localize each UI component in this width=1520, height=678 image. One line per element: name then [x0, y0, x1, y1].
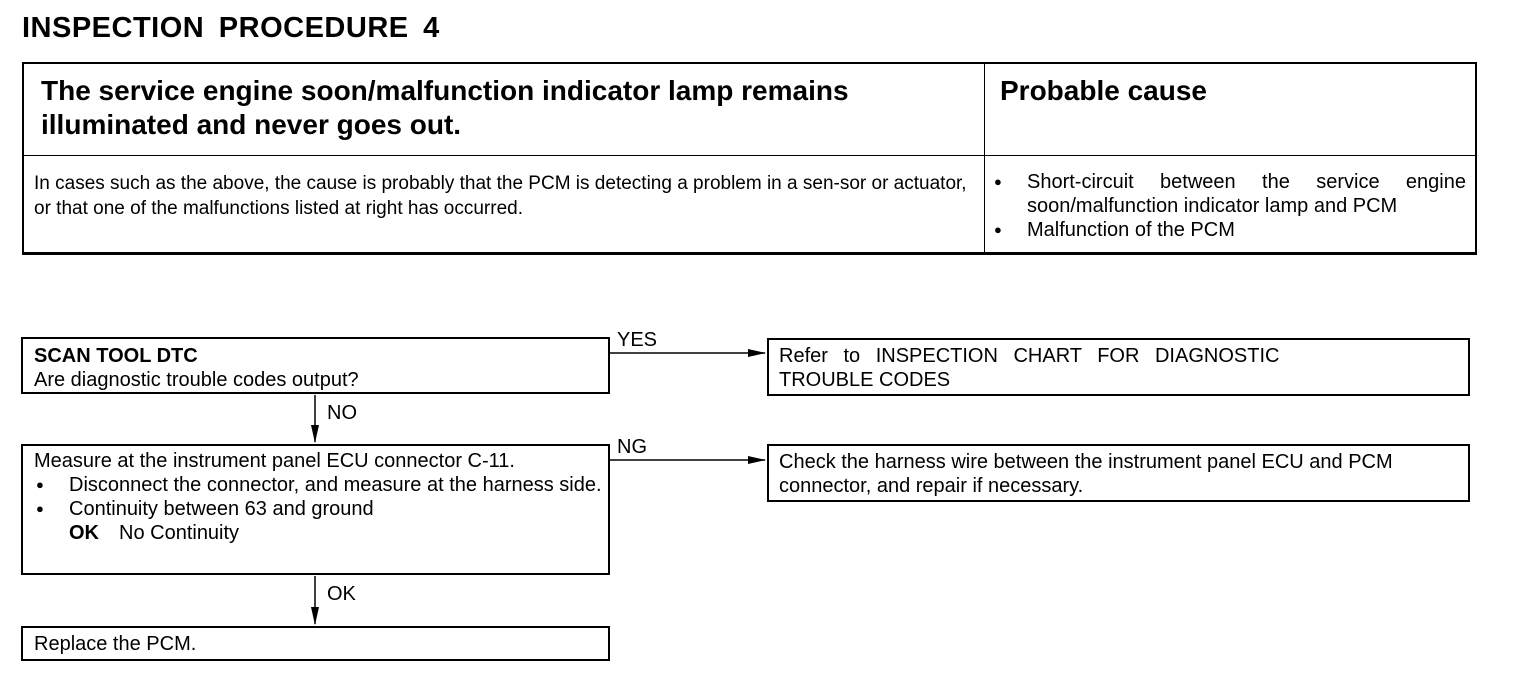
final-step-text: Replace the PCM.	[34, 633, 197, 655]
step2-instruction: Measure at the instrument panel ECU connector C-11.	[34, 450, 515, 472]
ng-result-box	[767, 444, 1470, 502]
step2-bullets	[34, 473, 608, 521]
symptom-header: The service engine soon/malfunction indicator lamp remains illuminated and never goes out.	[41, 75, 849, 140]
ok-label: OK	[327, 583, 356, 605]
replace-pcm-box	[21, 626, 610, 661]
yes-result-line1: Refer to INSPECTION CHART FOR DIAGNOSTIC	[779, 345, 1280, 367]
step2-bullet: ● Disconnect the connector, and measure at the harness side.	[34, 473, 608, 497]
yes-label: YES	[617, 329, 658, 351]
yes-result-box	[767, 338, 1470, 396]
step1-heading: SCAN TOOL DTC	[34, 345, 198, 367]
yes-result-line2: TROUBLE CODES	[779, 369, 951, 391]
ng-label: NG	[617, 436, 647, 458]
step2-ok-criterion	[34, 521, 608, 545]
step2-bullet: ● Continuity between 63 and ground	[34, 497, 608, 521]
cause-item: ● Malfunction of the PCM	[990, 218, 1466, 242]
no-label: NO	[327, 402, 357, 424]
step1-question: Are diagnostic trouble codes output?	[34, 369, 359, 391]
step2-ok-value: No Continuity	[119, 522, 240, 544]
cause-item: ● Short-circuit between the service engine soon/malfunction indicator lamp and PCM	[990, 170, 1466, 218]
scan-tool-dtc-box	[21, 337, 610, 394]
page-title: INSPECTION PROCEDURE 4	[22, 12, 440, 44]
probable-cause-header: Probable cause	[1000, 75, 1207, 106]
step2-ok-label: OK	[69, 522, 99, 544]
measure-connector-box	[21, 444, 610, 575]
symptom-description: In cases such as the above, the cause is probably that the PCM is detecting a problem in a sen-sor or actuator, or that one of the malfunctions listed at right has occurred.	[34, 173, 967, 219]
ng-result-text: Check the harness wire between the instrument panel ECU and PCM connector, and repair if necessary.	[779, 451, 1393, 497]
